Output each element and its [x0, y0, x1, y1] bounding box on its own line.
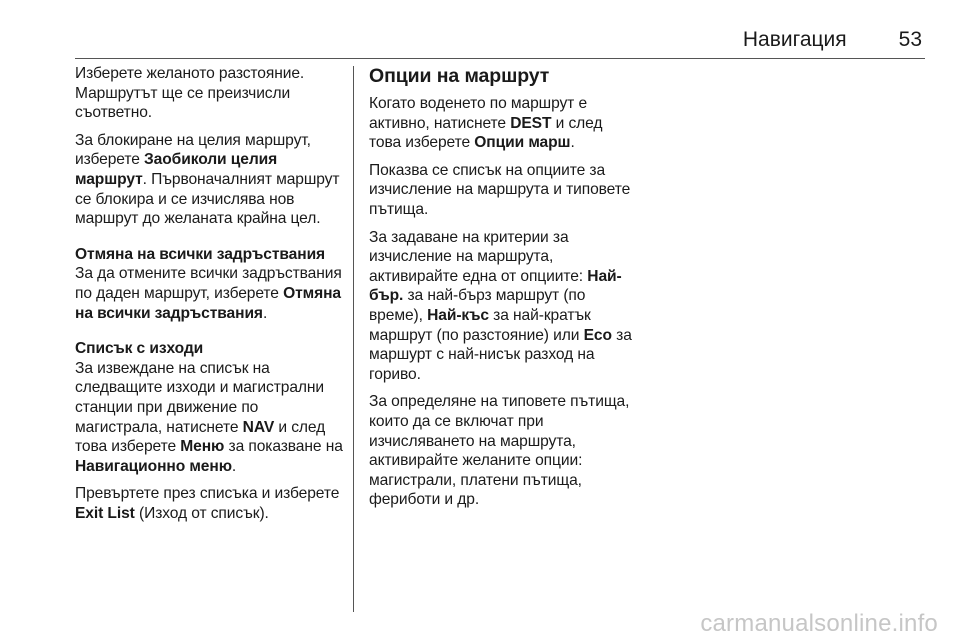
option-term-shortest: Най-къс — [427, 306, 489, 324]
menu-term-cancel-jams: Отмяна на всички задръствания — [75, 284, 342, 322]
page-header — [743, 28, 922, 56]
text: . — [570, 134, 575, 152]
heading-cancel-jams: Отмяна на всички задръствания — [75, 245, 326, 263]
text: за най-кратък маршрут (по разстояние) или — [369, 306, 591, 344]
option-term-fastest: Най-бър. — [369, 267, 622, 305]
left-column — [75, 64, 345, 531]
paragraph-road-types: За определяне на типовете пътища, които да се включат при изчисляването на маршрута, активирайте желаните опции: магистрали, платени пътища, фериботи и др. — [369, 393, 630, 509]
right-column — [369, 64, 633, 518]
text: . — [231, 457, 237, 475]
paragraph-options-list: Показва се списък на опциите за изчисление на маршрута и типовете пътища. — [369, 161, 631, 218]
menu-term-menu: Меню — [180, 438, 225, 456]
menu-term-nav-menu: Навигационно меню — [75, 457, 232, 475]
page-title: Навигация — [742, 28, 847, 51]
text: Превъртете през списъка и изберете — [75, 485, 340, 503]
text: Когато воденето по маршрут е активно, натиснете — [369, 95, 588, 132]
paragraph-scroll-list — [75, 484, 345, 523]
text: и след това изберете — [369, 114, 603, 152]
option-term-eco: Eco — [583, 326, 612, 344]
menu-term-route-options: Опции марш — [474, 134, 571, 152]
paragraph-cancel-jams — [75, 264, 345, 323]
button-term-nav: NAV — [242, 418, 275, 436]
paragraph-route-active — [369, 94, 633, 153]
paragraph-block-route — [75, 131, 345, 229]
menu-term-exit-list: Exit List — [75, 504, 135, 522]
text: За да отмените всички задръствания по даден маршрут, изберете — [75, 265, 342, 302]
text: . — [262, 304, 268, 322]
watermark-text: carmanualsonline.info — [700, 610, 938, 637]
heading-exit-list: Списък с изходи — [75, 340, 204, 358]
text: за най-бърз маршрут (по време), — [369, 287, 586, 324]
text: за показване на — [224, 438, 343, 456]
text: За извеждане на списък на следващите изходи и магистрални станции при движение по магистрала, натиснете — [75, 359, 325, 436]
paragraph-select-distance: Изберете желаното разстояние. Маршрутът ще се преизчисли съответно. — [75, 65, 305, 122]
text: (Изход от списък). — [134, 504, 269, 522]
heading-route-options: Опции на маршрут — [369, 65, 550, 87]
text: За задаване на критерии за изчисление на маршрута, активирайте една от опциите: — [369, 228, 588, 285]
text: и след това изберете — [75, 418, 326, 456]
button-term-dest: DEST — [510, 114, 552, 132]
menu-term-bypass-route: Заобиколи целия маршрут — [75, 151, 278, 188]
page-number: 53 — [898, 28, 922, 51]
column-divider — [353, 66, 354, 612]
text: за маршурт с най-нисък разход на гориво. — [369, 326, 632, 383]
paragraph-route-criteria — [369, 228, 633, 385]
header-rule — [75, 58, 925, 59]
text: . Първоначалният маршрут се блокира и се изчислява нов маршрут до желаната крайна цел. — [75, 170, 340, 228]
text: За блокиране на целия маршрут, изберете — [75, 131, 311, 169]
paragraph-exit-list — [75, 359, 345, 477]
